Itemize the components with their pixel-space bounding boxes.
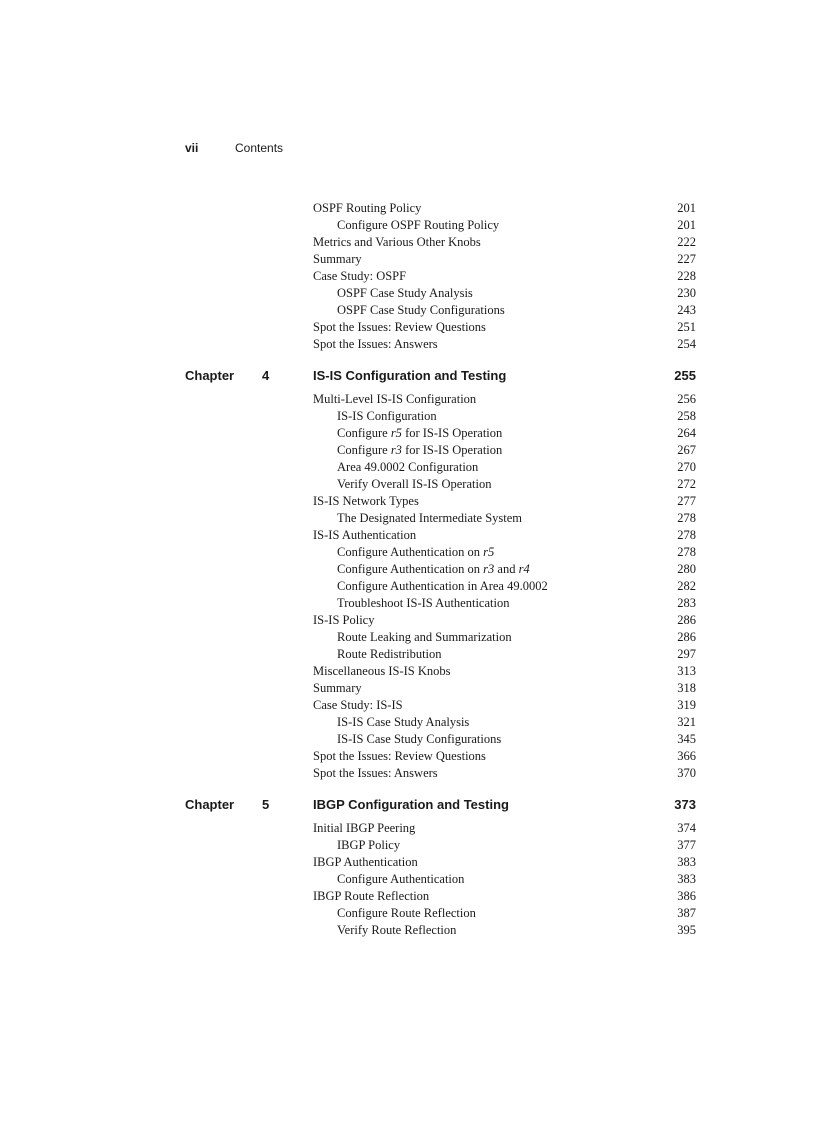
entry-title: OSPF Routing Policy: [313, 201, 422, 215]
toc-subentry[interactable]: [313, 629, 696, 646]
entry-page-number: 278: [677, 545, 696, 559]
toc-subentry[interactable]: [313, 922, 696, 939]
toc-entry[interactable]: [313, 391, 696, 408]
entry-page-number: 280: [677, 562, 696, 576]
entry-page-number: 321: [677, 715, 696, 729]
running-header-title: Contents: [235, 141, 284, 155]
chapter-title: IBGP Configuration and Testing: [313, 797, 509, 812]
entry-title-part: r5: [483, 545, 495, 559]
chapter-page-number: 373: [674, 797, 696, 812]
entry-title: [337, 544, 494, 561]
entry-page-number: 383: [677, 872, 696, 886]
entry-page-number: 395: [677, 923, 696, 937]
toc-entry[interactable]: [313, 888, 696, 905]
entry-title-part: for IS-IS Operation: [401, 443, 503, 457]
toc-entry[interactable]: [313, 268, 696, 285]
entry-page-number: 228: [677, 269, 696, 283]
entry-page-number: 286: [677, 630, 696, 644]
toc-entry[interactable]: [313, 765, 696, 782]
toc-entry[interactable]: [313, 748, 696, 765]
toc-subentry[interactable]: [313, 442, 696, 459]
entry-title: IBGP Policy: [337, 838, 401, 852]
entry-title-part: Configure: [337, 426, 391, 440]
entry-title-part: for IS-IS Operation: [401, 426, 503, 440]
entry-title-part: r3: [483, 562, 495, 576]
entry-page-number: 345: [677, 732, 696, 746]
entry-title-part: Configure Authentication on: [337, 562, 484, 576]
toc-entry[interactable]: [313, 251, 696, 268]
toc-entry[interactable]: [313, 319, 696, 336]
entry-title: Configure Route Reflection: [337, 906, 476, 920]
entry-title: IS-IS Configuration: [337, 409, 437, 423]
entry-page-number: 251: [677, 320, 696, 334]
entry-title: Initial IBGP Peering: [313, 821, 416, 835]
entry-page-number: 227: [677, 252, 696, 266]
entry-page-number: 370: [677, 766, 696, 780]
entry-page-number: 278: [677, 511, 696, 525]
entry-page-number: 201: [677, 201, 696, 215]
toc-entry[interactable]: [313, 697, 696, 714]
entry-page-number: 222: [677, 235, 696, 249]
entry-title-part: Configure: [337, 443, 391, 457]
entry-title-part: r5: [390, 426, 402, 440]
chapter-label: Chapter: [185, 368, 235, 383]
toc-entry[interactable]: [313, 336, 696, 353]
toc-entry[interactable]: [313, 493, 696, 510]
entry-page-number: 366: [677, 749, 696, 763]
chapter-heading: [185, 367, 696, 385]
entry-page-number: 387: [677, 906, 696, 920]
chapter-heading: [185, 796, 696, 814]
toc-subentry[interactable]: [313, 578, 696, 595]
toc-subentry[interactable]: [313, 408, 696, 425]
entry-page-number: 243: [677, 303, 696, 317]
entry-page-number: 230: [677, 286, 696, 300]
entry-page-number: 297: [677, 647, 696, 661]
toc-subentry[interactable]: [313, 217, 696, 234]
entry-page-number: 264: [677, 426, 696, 440]
entry-page-number: 313: [677, 664, 696, 678]
entry-title-part: and: [494, 562, 519, 576]
toc-subentry[interactable]: [313, 510, 696, 527]
chapter-page-number: 255: [674, 368, 696, 383]
entry-page-number: 386: [677, 889, 696, 903]
toc-subentry[interactable]: [313, 459, 696, 476]
entry-title: Configure Authentication: [337, 872, 465, 886]
entry-page-number: 283: [677, 596, 696, 610]
entry-page-number: 272: [677, 477, 696, 491]
entry-title: IS-IS Authentication: [313, 528, 417, 542]
toc-subentry[interactable]: [313, 905, 696, 922]
toc-entry[interactable]: [313, 680, 696, 697]
toc-entry[interactable]: [313, 612, 696, 629]
entry-title: [337, 425, 502, 442]
entry-title: IS-IS Network Types: [313, 494, 419, 508]
entry-title: Route Leaking and Summarization: [337, 630, 512, 644]
entry-page-number: 254: [677, 337, 696, 351]
entry-title: Configure Authentication in Area 49.0002: [337, 579, 548, 593]
entry-page-number: 270: [677, 460, 696, 474]
entry-title: Area 49.0002 Configuration: [337, 460, 479, 474]
entry-title: Summary: [313, 252, 362, 266]
entry-title: Spot the Issues: Answers: [313, 766, 438, 780]
entry-title: [337, 561, 530, 578]
toc-subentry[interactable]: [313, 714, 696, 731]
entry-title: IS-IS Policy: [313, 613, 375, 627]
entry-title: Miscellaneous IS-IS Knobs: [313, 664, 451, 678]
entry-title: Spot the Issues: Review Questions: [313, 749, 486, 763]
entry-title-part: Configure Authentication on: [337, 545, 484, 559]
entry-title: Metrics and Various Other Knobs: [313, 235, 481, 249]
toc-entry[interactable]: [313, 527, 696, 544]
entry-title: IS-IS Case Study Analysis: [337, 715, 470, 729]
toc-subentry[interactable]: [313, 302, 696, 319]
entry-title: Case Study: OSPF: [313, 269, 407, 283]
entry-title: Verify Route Reflection: [337, 923, 457, 937]
toc-subentry[interactable]: [313, 425, 696, 442]
toc-entry[interactable]: [313, 200, 696, 217]
entry-title: Spot the Issues: Answers: [313, 337, 438, 351]
entry-title: Troubleshoot IS-IS Authentication: [337, 596, 510, 610]
page-number: vii: [185, 141, 199, 155]
entry-page-number: 282: [677, 579, 696, 593]
toc-entry[interactable]: [313, 820, 696, 837]
entry-title: IBGP Route Reflection: [313, 889, 430, 903]
entry-title: Summary: [313, 681, 362, 695]
toc-entry[interactable]: [313, 854, 696, 871]
entry-title: Case Study: IS-IS: [313, 698, 403, 712]
entry-page-number: 267: [677, 443, 696, 457]
toc-subentry[interactable]: [313, 285, 696, 302]
toc-entry[interactable]: [313, 663, 696, 680]
entry-title: IS-IS Case Study Configurations: [337, 732, 502, 746]
toc-subentry[interactable]: [313, 837, 696, 854]
entry-page-number: 318: [677, 681, 696, 695]
entry-title: [337, 442, 502, 459]
entry-page-number: 256: [677, 392, 696, 406]
entry-page-number: 277: [677, 494, 696, 508]
entry-page-number: 286: [677, 613, 696, 627]
toc-subentry[interactable]: [313, 561, 696, 578]
toc-subentry[interactable]: [313, 731, 696, 748]
toc-subentry[interactable]: [313, 646, 696, 663]
entry-page-number: 201: [677, 218, 696, 232]
entry-title: Verify Overall IS-IS Operation: [337, 477, 492, 491]
toc-subentry[interactable]: [313, 871, 696, 888]
entry-title: OSPF Case Study Analysis: [337, 286, 473, 300]
entry-page-number: 319: [677, 698, 696, 712]
chapter-number: 4: [262, 368, 270, 383]
entry-title: Multi-Level IS-IS Configuration: [313, 392, 477, 406]
toc-subentry[interactable]: [313, 476, 696, 493]
toc-subentry[interactable]: [313, 595, 696, 612]
entry-title-part: r3: [390, 443, 402, 457]
chapter-title: IS-IS Configuration and Testing: [313, 368, 507, 383]
toc-subentry[interactable]: [313, 544, 696, 561]
entry-page-number: 278: [677, 528, 696, 542]
entry-title: The Designated Intermediate System: [337, 511, 523, 525]
chapter-label: Chapter: [185, 797, 235, 812]
chapter-number: 5: [262, 797, 270, 812]
entry-title-part: r4: [518, 562, 530, 576]
entry-page-number: 374: [677, 821, 696, 835]
toc-entry[interactable]: [313, 234, 696, 251]
entry-title: IBGP Authentication: [313, 855, 418, 869]
entry-page-number: 383: [677, 855, 696, 869]
entry-page-number: 258: [677, 409, 696, 423]
entry-page-number: 377: [677, 838, 696, 852]
entry-title: Route Redistribution: [337, 647, 442, 661]
entry-title: OSPF Case Study Configurations: [337, 303, 505, 317]
entry-title: Configure OSPF Routing Policy: [337, 218, 500, 232]
entry-title: Spot the Issues: Review Questions: [313, 320, 486, 334]
